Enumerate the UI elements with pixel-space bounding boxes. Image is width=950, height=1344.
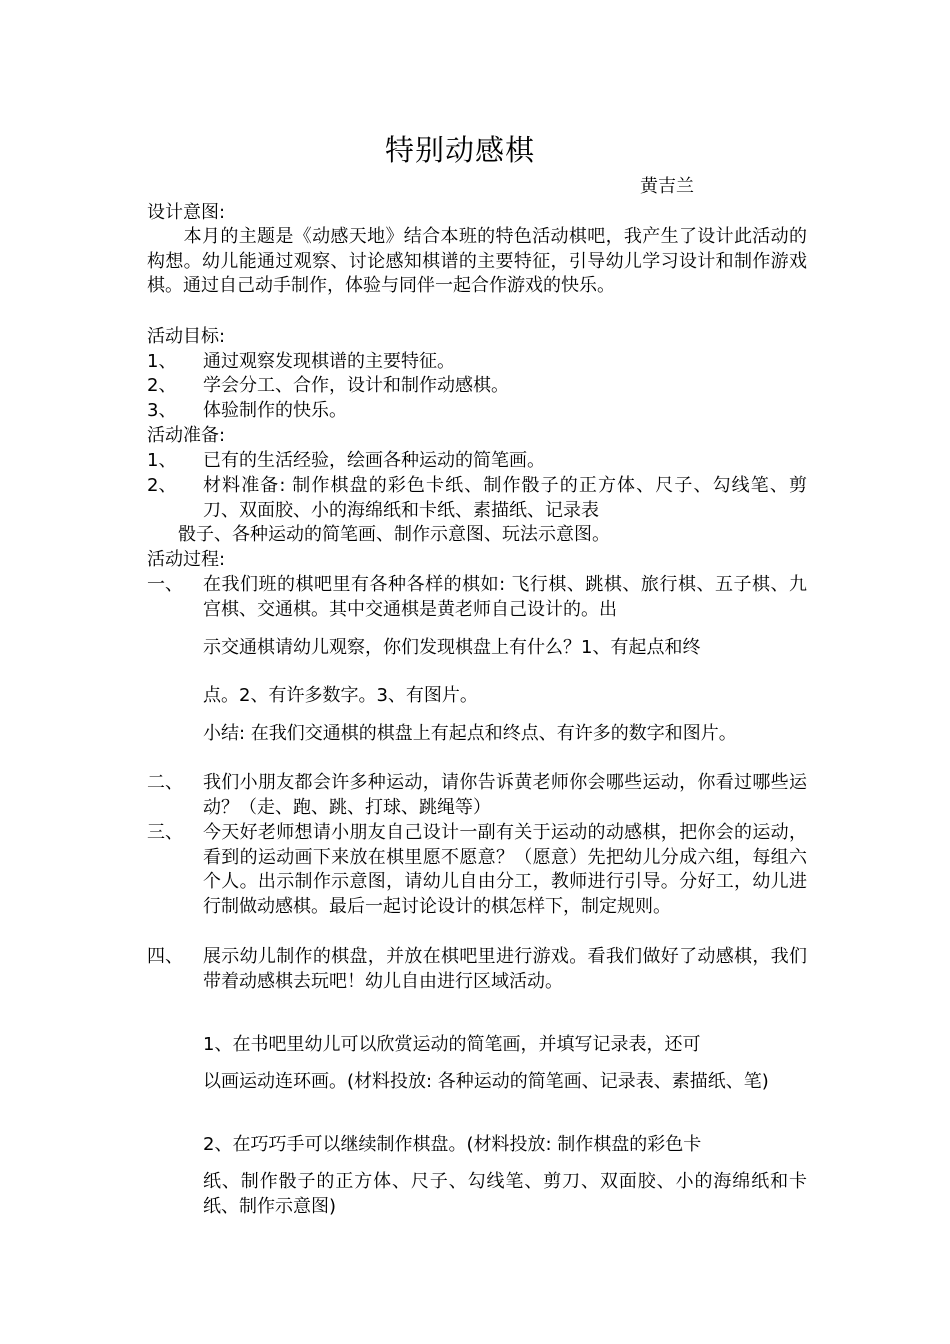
document-title: 特别动感棋 (384, 133, 535, 167)
goal-number: 2、 (147, 375, 177, 396)
step-four-item-two: 2、在巧巧手可以继续制作棋盘。(材料投放: 制作棋盘的彩色卡 (203, 1134, 702, 1155)
step-four-item-one-cont: 以画运动连环画。(材料投放: 各种运动的简笔画、记录表、素描纸、笔) (203, 1071, 769, 1092)
step-one-text-line: 点。2、有许多数字。3、有图片。 (203, 685, 478, 706)
prep-continuation: 骰子、各种运动的简笔画、制作示意图、玩法示意图。 (178, 524, 610, 545)
step-four-item-two-cont: 纸、制作骰子的正方体、尺子、勾线笔、剪刀、双面胶、小的海绵纸和卡纸、制作示意图) (203, 1171, 807, 1217)
step-four-text: 展示幼儿制作的棋盘，并放在棋吧里进行游戏。看我们做好了动感棋，我们带着动感棋去玩吧！幼儿自由进行区域活动。 (203, 946, 807, 992)
step-three-text: 今天好老师想请小朋友自己设计一副有关于运动的动感棋，把你会的运动，看到的运动画下来放在棋里愿不愿意？（愿意）先把幼儿分成六组，每组六个人。出示制作示意图，请幼儿自由分工，教师进行引导。分好工，幼儿进行制做动感棋。最后一起讨论设计的棋怎样下，制定规则。 (203, 822, 807, 917)
prep-number: 2、 (147, 475, 177, 496)
goals-heading: 活动目标: (147, 326, 226, 347)
goal-number: 3、 (147, 400, 177, 421)
prep-number: 1、 (147, 450, 177, 471)
step-number: 一、 (147, 574, 183, 595)
step-number: 四、 (147, 946, 183, 967)
prep-heading: 活动准备: (147, 425, 226, 446)
design-paragraph: 本月的主题是《动感天地》结合本班的特色活动棋吧，我产生了设计此活动的构想。幼儿能通过观察、讨论感知棋谱的主要特征，引导幼儿学习设计和制作游戏棋。通过自己动手制作，体验与同伴一起合作游戏的快乐。 (147, 226, 807, 296)
step-one-summary: 小结: 在我们交通棋的棋盘上有起点和终点、有许多的数字和图片。 (203, 723, 737, 744)
prep-item: 已有的生活经验，绘画各种运动的简笔画。 (203, 450, 545, 471)
step-two-text: 我们小朋友都会许多种运动，请你告诉黄老师你会哪些运动，你看过哪些运动？（走、跑、跳、打球、跳绳等） (203, 772, 807, 818)
step-four-item-one: 1、在书吧里幼儿可以欣赏运动的简笔画，并填写记录表，还可 (203, 1034, 701, 1055)
goal-item: 学会分工、合作，设计和制作动感棋。 (203, 375, 509, 396)
step-one-text: 在我们班的棋吧里有各种各样的棋如: 飞行棋、跳棋、旅行棋、五子棋、九宫棋、交通棋。其中交通棋是黄老师自己设计的。出 (203, 574, 807, 620)
process-heading: 活动过程: (147, 549, 226, 570)
design-heading: 设计意图: (147, 202, 226, 223)
step-one-text-line: 示交通棋请幼儿观察，你们发现棋盘上有什么？1、有起点和终 (203, 637, 701, 658)
author-name: 黄吉兰 (640, 176, 694, 197)
goal-item: 体验制作的快乐。 (203, 400, 347, 421)
prep-item: 材料准备: 制作棋盘的彩色卡纸、制作骰子的正方体、尺子、勾线笔、剪刀、双面胶、小的海绵纸和卡纸、素描纸、记录表 (203, 475, 807, 521)
step-number: 二、 (147, 772, 183, 793)
goal-item: 通过观察发现棋谱的主要特征。 (203, 351, 455, 372)
step-number: 三、 (147, 822, 183, 843)
goal-number: 1、 (147, 351, 177, 372)
